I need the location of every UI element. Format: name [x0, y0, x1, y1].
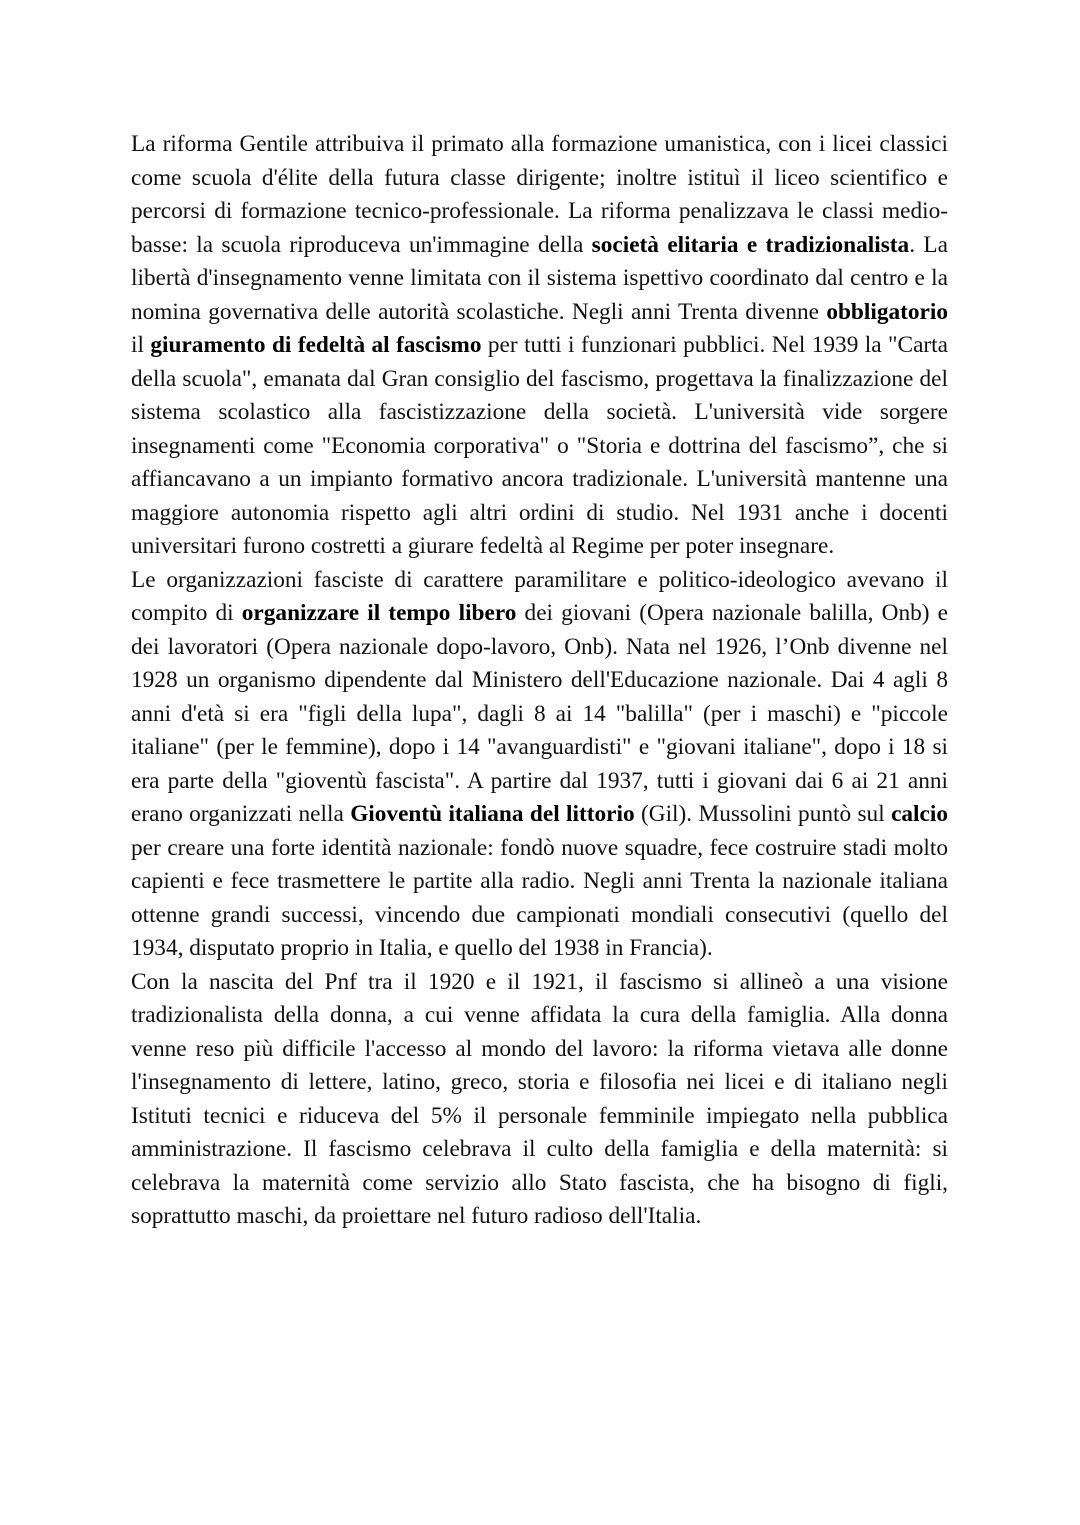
- paragraph-riforma-gentile: [131, 128, 948, 564]
- text-span: dei giovani (Opera nazionale balilla, Onb) e dei lavoratori (Opera nazionale dopo-lavoro, Onb). Nata nel 1926, l’Onb divenne nel 1928 un organismo dipendente dal Ministero dell'Educazione nazionale. Dai 4 agli 8 anni d'età si era "figli della lupa", dagli 8 ai 14 "balilla" (per i maschi) e "piccole italiane" (per le femmine), dopo i 14 "avanguardisti" e "giovani italiane", dopo i 18 si era parte della "gioventù fascista". A partire dal 1937, tutti i giovani dai 6 ai 21 anni erano organizzati nella: [131, 600, 948, 827]
- bold-text: giuramento di fedeltà al fascismo: [150, 332, 482, 358]
- document-body: [131, 128, 948, 1234]
- bold-text: organizzare il tempo libero: [241, 600, 517, 626]
- paragraph-organizzazioni-fasciste: [131, 564, 948, 966]
- text-span: per creare una forte identità nazionale: fondò nuove squadre, fece costruire stadi molto capienti e fece trasmettere le partite alla radio. Negli anni Trenta la nazionale italiana ottenne grandi successi, vincendo due campionati mondiali consecutivi (quello del 1934, disputato proprio in Italia, e quello del 1938 in Francia).: [131, 834, 948, 961]
- bold-text: calcio: [891, 801, 948, 827]
- bold-text: società elitaria e tradizionalista: [591, 231, 910, 258]
- text-span: (Gil). Mussolini puntò sul: [634, 801, 892, 827]
- bold-text: Gioventù italiana del littorio: [350, 801, 635, 827]
- bold-text: obbligatorio: [826, 298, 948, 325]
- text-span: Con la nascita del Pnf tra il 1920 e il 1921, il fascismo si allineò a una visione tradizionalista della donna, a cui venne affidata la cura della famiglia. Alla donna venne reso più difficile l'accesso al mondo del lavoro: la riforma vietava alle donne l'insegnamento di lettere, latino, greco, storia e filosofia nei licei e di italiano negli Istituti tecnici e riduceva del 5% il personale femminile impiegato nella pubblica amministrazione. Il fascismo celebrava il culto della famiglia e della maternità: si celebrava la maternità come servizio allo Stato fascista, che ha bisogno di figli, soprattutto maschi, da proiettare nel futuro radioso dell'Italia.: [131, 968, 948, 1229]
- text-span: il: [131, 332, 151, 358]
- text-span: per tutti i funzionari pubblici. Nel 1939 la "Carta della scuola", emanata dal Gran consiglio del fascismo, progettava la finalizzazione del sistema scolastico alla fascistizzazione della società. L'università vide sorgere insegnamenti come "Economia corporativa" o "Storia e dottrina del fascismo”, che si affiancavano a un impianto formativo ancora tradizionale. L'università mantenne una maggiore autonomia rispetto agli altri ordini di studio. Nel 1931 anche i docenti universitari furono costretti a giurare fedeltà al Regime per poter insegnare.: [131, 332, 948, 559]
- text-span: Le organizzazioni fasciste di carattere paramilitare e politico-ideologico avevano il compito di: [131, 566, 948, 626]
- paragraph-donna-fascismo: [131, 966, 948, 1234]
- text-span: . La libertà d'insegnamento venne limitata con il sistema ispettivo coordinato dal centro e la nomina governativa delle autorità scolastiche. Negli anni Trenta divenne: [131, 231, 948, 325]
- text-span: La riforma Gentile attribuiva il primato alla formazione umanistica, con i licei classici come scuola d'élite della futura classe dirigente; inoltre istituì il liceo scientifico e percorsi di formazione tecnico-professionale. La riforma penalizzava le classi medio-basse: la scuola riproduceva un'immagine della: [131, 131, 948, 258]
